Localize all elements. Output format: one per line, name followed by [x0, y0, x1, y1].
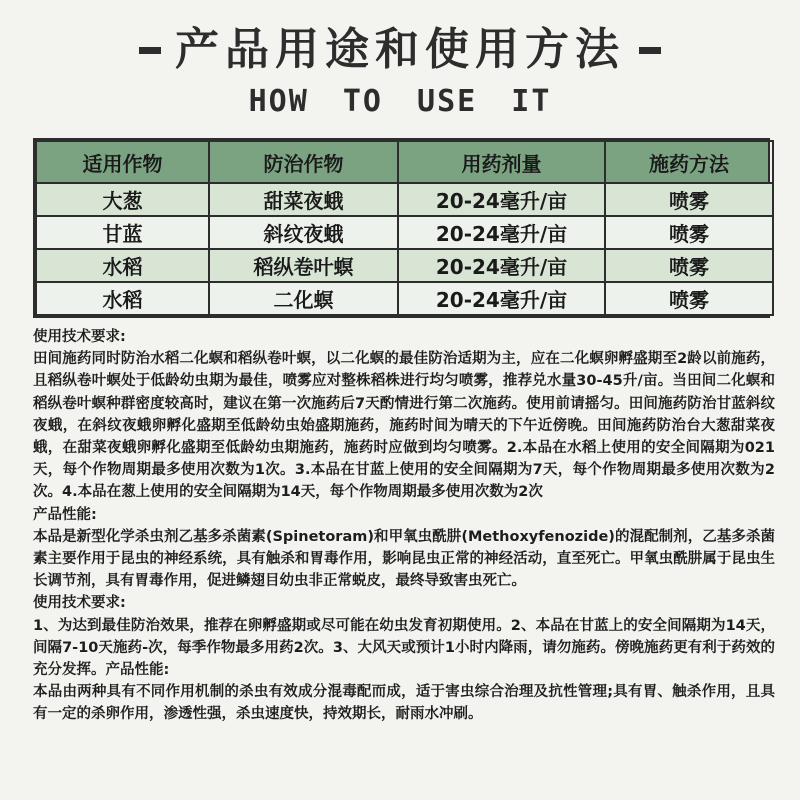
table-cell: 大葱	[36, 183, 209, 216]
section-paragraph: 本品是新型化学杀虫剂乙基多杀菌素(Spinetoram)和甲氧虫酰肼(Methoxyfenozide)的混配制剂，乙基多杀菌素主要作用于昆虫的神经系统，具有触杀和胃毒作用，影响昆虫正常的神经活动，直至死亡。甲氧虫酰肼属于昆虫生长调节剂，具有胃毒作用，促进鳞翅目幼虫非正常蜕皮，最终导致害虫死亡。	[33, 528, 775, 590]
table-cell: 甘蓝	[36, 216, 209, 249]
table-cell: 20-24毫升/亩	[398, 216, 605, 249]
column-header-pest: 防治作物	[209, 141, 398, 183]
title-row	[0, 22, 800, 78]
table-row	[36, 249, 773, 282]
table-header-row	[36, 141, 773, 183]
table-cell: 稻纵卷叶螟	[209, 249, 398, 282]
table-cell: 水稻	[36, 249, 209, 282]
table-cell: 喷雾	[605, 183, 773, 216]
table-cell: 喷雾	[605, 282, 773, 315]
table-cell: 20-24毫升/亩	[398, 249, 605, 282]
paragraph-text: 1、为达到最佳防治效果，推荐在卵孵盛期或尽可能在幼虫发育初期使用。2、本品在甘蓝上的安全间隔期为14天，间隔7-10天施药-次，每季作物最多用药2次。3、大风天或预计1小时内降雨，请勿施药。傍晚施药更有利于药效的充分发挥。	[33, 617, 775, 679]
column-header-crop: 适用作物	[36, 141, 209, 183]
table-row	[36, 282, 773, 315]
table-cell: 喷雾	[605, 249, 773, 282]
section-paragraph: 本品由两种具有不同作用机制的杀虫有效成分混毒配而成，适于害虫综合治理及抗性管理;具有胃、触杀作用，且具有一定的杀卵作用，渗透性强，杀虫速度快，持效期长，耐雨水冲刷。	[33, 684, 775, 723]
column-header-dosage: 用药剂量	[398, 141, 605, 183]
inline-heading: 产品性能:	[105, 662, 170, 679]
table-cell: 甜菜夜蛾	[209, 183, 398, 216]
section-paragraph: 田间施药同时防治水稻二化螟和稻纵卷叶螟，以二化螟的最佳防治适期为主，应在二化螟卵孵盛期至2龄以前施药，且稻纵卷叶螟处于低龄幼虫期为最佳，喷雾应对整株稻株进行均匀喷雾，推荐兑水量30-45升/亩。当田间二化螟和稻纵卷叶螟种群密度较高时，建议在第一次施药后7天酌情进行第二次施药。使用前请摇匀。田间施药防治甘蓝斜纹夜蛾，在斜纹夜蛾卵孵化盛期至低龄幼虫始盛期施药，施药时间为晴天的下午近傍晚。田间施药防治台大葱甜菜夜蛾，在甜菜夜蛾卵孵化盛期至低龄幼虫期施药，施药时应做到均匀喷雾。2.本品在水稻上使用的安全间隔期为021天，每个作物周期最多使用次数为1次。3.本品在甘蓝上使用的安全间隔期为7天，每个作物周期最多使用次数为2次。4.本品在葱上使用的安全间隔期为14天，每个作物周期最多使用次数为2次	[33, 351, 775, 501]
section-heading: 使用技术要求:	[33, 595, 126, 612]
table-row	[36, 183, 773, 216]
table-row	[36, 216, 773, 249]
table-cell: 斜纹夜蛾	[209, 216, 398, 249]
usage-table	[35, 140, 774, 316]
section-paragraph	[33, 615, 775, 682]
table-cell: 喷雾	[605, 216, 773, 249]
table-cell: 水稻	[36, 282, 209, 315]
instructions-text	[33, 326, 775, 756]
table-cell: 二化螟	[209, 282, 398, 315]
usage-table-container	[33, 138, 770, 318]
table-cell: 20-24毫升/亩	[398, 282, 605, 315]
title-dash-left	[139, 47, 161, 54]
page-subtitle: HOW TO USE IT	[248, 84, 552, 119]
column-header-method: 施药方法	[605, 141, 773, 183]
table-cell: 20-24毫升/亩	[398, 183, 605, 216]
section-heading: 产品性能:	[33, 506, 97, 523]
section-heading: 使用技术要求:	[33, 329, 126, 345]
page-title: 产品用途和使用方法	[175, 24, 625, 75]
title-dash-right	[639, 47, 661, 54]
